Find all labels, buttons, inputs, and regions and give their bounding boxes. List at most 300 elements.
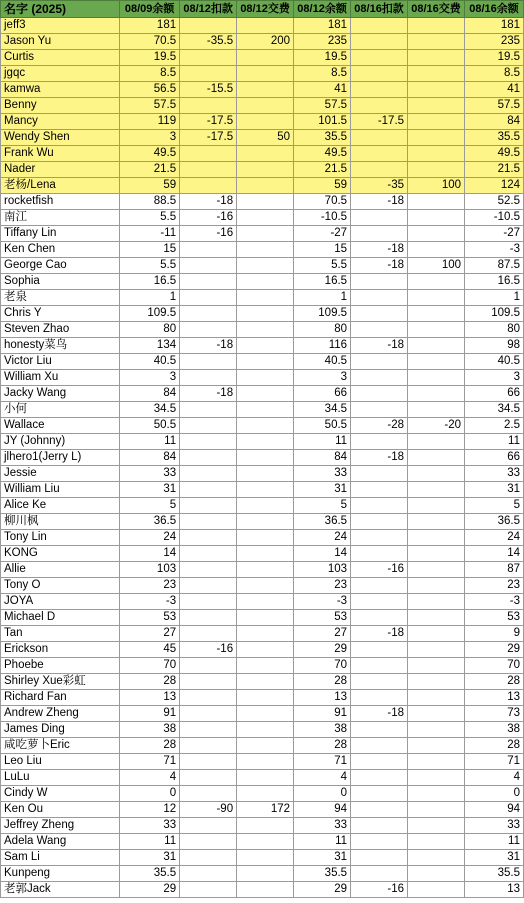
payment-0812-cell[interactable] [237, 322, 294, 338]
balance-0816-cell[interactable]: 70 [465, 658, 524, 674]
balance-0809-cell[interactable]: 36.5 [120, 514, 180, 530]
balance-0812-cell[interactable]: 33 [294, 466, 351, 482]
balance-0809-cell[interactable]: 45 [120, 642, 180, 658]
balance-0816-cell[interactable]: 31 [465, 482, 524, 498]
balance-0816-cell[interactable]: 28 [465, 674, 524, 690]
payment-0816-cell[interactable] [408, 162, 465, 178]
payment-0812-cell[interactable]: 50 [237, 130, 294, 146]
payment-0816-cell[interactable] [408, 738, 465, 754]
balance-0809-cell[interactable]: 28 [120, 738, 180, 754]
payment-0816-cell[interactable]: 100 [408, 258, 465, 274]
payment-0816-cell[interactable] [408, 754, 465, 770]
deduction-0816-cell[interactable] [351, 578, 408, 594]
deduction-0816-cell[interactable] [351, 850, 408, 866]
balance-0812-cell[interactable]: -3 [294, 594, 351, 610]
balance-0816-cell[interactable]: 87.5 [465, 258, 524, 274]
deduction-0812-cell[interactable] [180, 178, 237, 194]
balance-0816-cell[interactable]: 49.5 [465, 146, 524, 162]
balance-0812-cell[interactable]: 11 [294, 834, 351, 850]
deduction-0816-cell[interactable]: -16 [351, 882, 408, 898]
name-cell[interactable]: jgqc [1, 66, 120, 82]
name-cell[interactable]: 老郭Jack [1, 882, 120, 898]
deduction-0812-cell[interactable] [180, 306, 237, 322]
deduction-0812-cell[interactable] [180, 786, 237, 802]
balance-0809-cell[interactable]: 49.5 [120, 146, 180, 162]
balance-0809-cell[interactable]: 11 [120, 434, 180, 450]
payment-0816-cell[interactable] [408, 514, 465, 530]
balance-0816-cell[interactable]: 40.5 [465, 354, 524, 370]
payment-0812-cell[interactable] [237, 482, 294, 498]
balance-0812-cell[interactable]: 19.5 [294, 50, 351, 66]
balance-0816-cell[interactable]: 28 [465, 738, 524, 754]
name-cell[interactable]: Leo Liu [1, 754, 120, 770]
deduction-0812-cell[interactable] [180, 354, 237, 370]
name-cell[interactable]: Ken Chen [1, 242, 120, 258]
payment-0812-cell[interactable] [237, 194, 294, 210]
deduction-0816-cell[interactable] [351, 658, 408, 674]
deduction-0812-cell[interactable] [180, 514, 237, 530]
balance-0809-cell[interactable]: 0 [120, 786, 180, 802]
balance-0816-cell[interactable]: 29 [465, 642, 524, 658]
balance-0812-cell[interactable]: 33 [294, 818, 351, 834]
balance-0809-cell[interactable]: 8.5 [120, 66, 180, 82]
payment-0812-cell[interactable] [237, 674, 294, 690]
payment-0812-cell[interactable] [237, 242, 294, 258]
balance-0809-cell[interactable]: 70 [120, 658, 180, 674]
payment-0816-cell[interactable] [408, 498, 465, 514]
balance-0816-cell[interactable]: -27 [465, 226, 524, 242]
balance-0816-cell[interactable]: 33 [465, 466, 524, 482]
payment-0812-cell[interactable] [237, 786, 294, 802]
payment-0816-cell[interactable] [408, 642, 465, 658]
balance-0809-cell[interactable]: 5 [120, 498, 180, 514]
payment-0812-cell[interactable] [237, 162, 294, 178]
name-cell[interactable]: Curtis [1, 50, 120, 66]
payment-0816-cell[interactable] [408, 658, 465, 674]
deduction-0812-cell[interactable]: -16 [180, 226, 237, 242]
balance-0809-cell[interactable]: 13 [120, 690, 180, 706]
payment-0816-cell[interactable] [408, 290, 465, 306]
balance-0809-cell[interactable]: 33 [120, 818, 180, 834]
balance-0816-cell[interactable]: 8.5 [465, 66, 524, 82]
deduction-0816-cell[interactable] [351, 674, 408, 690]
balance-0812-cell[interactable]: 11 [294, 434, 351, 450]
balance-0809-cell[interactable]: 119 [120, 114, 180, 130]
payment-0812-cell[interactable] [237, 546, 294, 562]
balance-0812-cell[interactable]: 0 [294, 786, 351, 802]
deduction-0812-cell[interactable] [180, 658, 237, 674]
balance-0809-cell[interactable]: 4 [120, 770, 180, 786]
payment-0812-cell[interactable] [237, 258, 294, 274]
balance-0809-cell[interactable]: 59 [120, 178, 180, 194]
balance-0812-cell[interactable]: 80 [294, 322, 351, 338]
balance-0812-cell[interactable]: 71 [294, 754, 351, 770]
deduction-0816-cell[interactable] [351, 818, 408, 834]
deduction-0816-cell[interactable] [351, 50, 408, 66]
payment-0816-cell[interactable] [408, 482, 465, 498]
balance-0816-cell[interactable]: 73 [465, 706, 524, 722]
balance-0816-cell[interactable]: 5 [465, 498, 524, 514]
balance-0812-cell[interactable]: 91 [294, 706, 351, 722]
name-cell[interactable]: Tan [1, 626, 120, 642]
payment-0816-cell[interactable] [408, 306, 465, 322]
name-cell[interactable]: Sophia [1, 274, 120, 290]
balance-0809-cell[interactable]: 103 [120, 562, 180, 578]
deduction-0816-cell[interactable] [351, 770, 408, 786]
deduction-0812-cell[interactable] [180, 706, 237, 722]
name-cell[interactable]: kamwa [1, 82, 120, 98]
balance-0809-cell[interactable]: 15 [120, 242, 180, 258]
deduction-0816-cell[interactable] [351, 322, 408, 338]
payment-0812-cell[interactable] [237, 530, 294, 546]
deduction-0816-cell[interactable] [351, 834, 408, 850]
balance-0816-cell[interactable]: 19.5 [465, 50, 524, 66]
balance-0816-cell[interactable]: 57.5 [465, 98, 524, 114]
deduction-0812-cell[interactable] [180, 162, 237, 178]
deduction-0816-cell[interactable] [351, 18, 408, 34]
payment-0816-cell[interactable] [408, 34, 465, 50]
payment-0816-cell[interactable] [408, 546, 465, 562]
balance-0809-cell[interactable]: 88.5 [120, 194, 180, 210]
payment-0816-cell[interactable] [408, 562, 465, 578]
deduction-0816-cell[interactable] [351, 866, 408, 882]
balance-0812-cell[interactable]: 109.5 [294, 306, 351, 322]
balance-0809-cell[interactable]: 19.5 [120, 50, 180, 66]
name-cell[interactable]: Victor Liu [1, 354, 120, 370]
balance-0812-cell[interactable]: 49.5 [294, 146, 351, 162]
payment-0812-cell[interactable] [237, 370, 294, 386]
deduction-0812-cell[interactable] [180, 98, 237, 114]
deduction-0812-cell[interactable] [180, 818, 237, 834]
payment-0816-cell[interactable] [408, 866, 465, 882]
deduction-0812-cell[interactable] [180, 834, 237, 850]
balance-0809-cell[interactable]: 23 [120, 578, 180, 594]
deduction-0812-cell[interactable]: -16 [180, 642, 237, 658]
balance-0809-cell[interactable]: 84 [120, 386, 180, 402]
balance-0809-cell[interactable]: 53 [120, 610, 180, 626]
balance-0816-cell[interactable]: 71 [465, 754, 524, 770]
balance-0816-cell[interactable]: 16.5 [465, 274, 524, 290]
balance-0816-cell[interactable]: 11 [465, 434, 524, 450]
balance-0812-cell[interactable]: 4 [294, 770, 351, 786]
balance-0816-cell[interactable]: 14 [465, 546, 524, 562]
balance-0809-cell[interactable]: 84 [120, 450, 180, 466]
deduction-0812-cell[interactable] [180, 866, 237, 882]
balance-0812-cell[interactable]: 31 [294, 850, 351, 866]
balance-0809-cell[interactable]: 71 [120, 754, 180, 770]
deduction-0812-cell[interactable]: -17.5 [180, 114, 237, 130]
name-cell[interactable]: Tony Lin [1, 530, 120, 546]
payment-0812-cell[interactable]: 172 [237, 802, 294, 818]
name-cell[interactable]: Benny [1, 98, 120, 114]
name-cell[interactable]: 咸吃萝卜Eric [1, 738, 120, 754]
balance-0816-cell[interactable]: 53 [465, 610, 524, 626]
balance-0809-cell[interactable]: 50.5 [120, 418, 180, 434]
payment-0812-cell[interactable] [237, 98, 294, 114]
deduction-0812-cell[interactable]: -35.5 [180, 34, 237, 50]
balance-0809-cell[interactable]: 5.5 [120, 210, 180, 226]
balance-0812-cell[interactable]: 40.5 [294, 354, 351, 370]
balance-0816-cell[interactable]: 31 [465, 850, 524, 866]
balance-0809-cell[interactable]: 1 [120, 290, 180, 306]
balance-0809-cell[interactable]: 24 [120, 530, 180, 546]
deduction-0812-cell[interactable] [180, 274, 237, 290]
payment-0812-cell[interactable] [237, 450, 294, 466]
balance-0809-cell[interactable]: 21.5 [120, 162, 180, 178]
payment-0816-cell[interactable] [408, 354, 465, 370]
payment-0812-cell[interactable] [237, 818, 294, 834]
deduction-0816-cell[interactable] [351, 386, 408, 402]
balance-0812-cell[interactable]: 70 [294, 658, 351, 674]
deduction-0816-cell[interactable] [351, 754, 408, 770]
balance-0812-cell[interactable]: 29 [294, 642, 351, 658]
deduction-0816-cell[interactable] [351, 290, 408, 306]
deduction-0816-cell[interactable]: -18 [351, 450, 408, 466]
name-cell[interactable]: Adela Wang [1, 834, 120, 850]
balance-0812-cell[interactable]: 101.5 [294, 114, 351, 130]
payment-0816-cell[interactable] [408, 450, 465, 466]
payment-0812-cell[interactable] [237, 658, 294, 674]
deduction-0816-cell[interactable] [351, 802, 408, 818]
deduction-0816-cell[interactable]: -28 [351, 418, 408, 434]
balance-0816-cell[interactable]: -3 [465, 242, 524, 258]
balance-0809-cell[interactable]: 33 [120, 466, 180, 482]
payment-0812-cell[interactable] [237, 882, 294, 898]
payment-0812-cell[interactable] [237, 562, 294, 578]
name-cell[interactable]: Wallace [1, 418, 120, 434]
balance-0812-cell[interactable]: 21.5 [294, 162, 351, 178]
column-header-name[interactable]: 名字 (2025) [1, 1, 120, 18]
payment-0816-cell[interactable] [408, 626, 465, 642]
payment-0812-cell[interactable] [237, 626, 294, 642]
payment-0812-cell[interactable] [237, 594, 294, 610]
name-cell[interactable]: Wendy Shen [1, 130, 120, 146]
deduction-0816-cell[interactable] [351, 306, 408, 322]
deduction-0816-cell[interactable]: -18 [351, 242, 408, 258]
balance-0812-cell[interactable]: -10.5 [294, 210, 351, 226]
payment-0816-cell[interactable] [408, 274, 465, 290]
deduction-0812-cell[interactable]: -18 [180, 386, 237, 402]
name-cell[interactable]: 老杨/Lena [1, 178, 120, 194]
balance-0809-cell[interactable]: -11 [120, 226, 180, 242]
deduction-0816-cell[interactable]: -17.5 [351, 114, 408, 130]
deduction-0816-cell[interactable] [351, 370, 408, 386]
balance-0812-cell[interactable]: 27 [294, 626, 351, 642]
payment-0812-cell[interactable] [237, 306, 294, 322]
balance-0809-cell[interactable]: 34.5 [120, 402, 180, 418]
payment-0812-cell[interactable] [237, 514, 294, 530]
balance-0812-cell[interactable]: 66 [294, 386, 351, 402]
name-cell[interactable]: Tiffany Lin [1, 226, 120, 242]
balance-0812-cell[interactable]: 1 [294, 290, 351, 306]
deduction-0816-cell[interactable]: -18 [351, 258, 408, 274]
balance-0816-cell[interactable]: 52.5 [465, 194, 524, 210]
balance-0812-cell[interactable]: 24 [294, 530, 351, 546]
balance-0809-cell[interactable]: 38 [120, 722, 180, 738]
balance-0816-cell[interactable]: 41 [465, 82, 524, 98]
name-cell[interactable]: 柳川枫 [1, 514, 120, 530]
name-cell[interactable]: Michael D [1, 610, 120, 626]
balance-0816-cell[interactable]: 4 [465, 770, 524, 786]
payment-0816-cell[interactable] [408, 338, 465, 354]
deduction-0812-cell[interactable] [180, 722, 237, 738]
deduction-0816-cell[interactable]: -18 [351, 626, 408, 642]
balance-0809-cell[interactable]: 35.5 [120, 866, 180, 882]
deduction-0816-cell[interactable] [351, 162, 408, 178]
deduction-0812-cell[interactable] [180, 626, 237, 642]
payment-0816-cell[interactable] [408, 18, 465, 34]
deduction-0816-cell[interactable] [351, 738, 408, 754]
payment-0812-cell[interactable] [237, 210, 294, 226]
deduction-0816-cell[interactable] [351, 146, 408, 162]
payment-0816-cell[interactable] [408, 114, 465, 130]
deduction-0812-cell[interactable] [180, 610, 237, 626]
balance-0816-cell[interactable]: 66 [465, 450, 524, 466]
balance-0809-cell[interactable]: 14 [120, 546, 180, 562]
balance-0816-cell[interactable]: 94 [465, 802, 524, 818]
name-cell[interactable]: Nader [1, 162, 120, 178]
column-header-0812-balance[interactable]: 08/12余额 [294, 1, 351, 18]
balance-0812-cell[interactable]: 29 [294, 882, 351, 898]
payment-0812-cell[interactable] [237, 610, 294, 626]
balance-0812-cell[interactable]: 16.5 [294, 274, 351, 290]
payment-0816-cell[interactable] [408, 98, 465, 114]
payment-0812-cell[interactable] [237, 274, 294, 290]
column-header-0812-deduction[interactable]: 08/12扣款 [180, 1, 237, 18]
balance-0812-cell[interactable]: 38 [294, 722, 351, 738]
deduction-0816-cell[interactable] [351, 34, 408, 50]
deduction-0816-cell[interactable] [351, 498, 408, 514]
deduction-0812-cell[interactable] [180, 18, 237, 34]
name-cell[interactable]: Frank Wu [1, 146, 120, 162]
name-cell[interactable]: Andrew Zheng [1, 706, 120, 722]
balance-0812-cell[interactable]: 34.5 [294, 402, 351, 418]
balance-0809-cell[interactable]: 57.5 [120, 98, 180, 114]
payment-0812-cell[interactable] [237, 722, 294, 738]
name-cell[interactable]: Chris Y [1, 306, 120, 322]
balance-0816-cell[interactable]: 3 [465, 370, 524, 386]
deduction-0812-cell[interactable] [180, 738, 237, 754]
balance-0816-cell[interactable]: 87 [465, 562, 524, 578]
name-cell[interactable]: William Liu [1, 482, 120, 498]
payment-0816-cell[interactable] [408, 402, 465, 418]
deduction-0812-cell[interactable] [180, 50, 237, 66]
payment-0816-cell[interactable] [408, 242, 465, 258]
balance-0816-cell[interactable]: 124 [465, 178, 524, 194]
balance-0816-cell[interactable]: 35.5 [465, 130, 524, 146]
balance-0812-cell[interactable]: 15 [294, 242, 351, 258]
balance-0812-cell[interactable]: 84 [294, 450, 351, 466]
name-cell[interactable]: Cindy W [1, 786, 120, 802]
name-cell[interactable]: Jessie [1, 466, 120, 482]
deduction-0812-cell[interactable] [180, 258, 237, 274]
balance-0816-cell[interactable]: 181 [465, 18, 524, 34]
balance-0816-cell[interactable]: 23 [465, 578, 524, 594]
payment-0812-cell[interactable] [237, 82, 294, 98]
name-cell[interactable]: jeff3 [1, 18, 120, 34]
payment-0812-cell[interactable] [237, 146, 294, 162]
name-cell[interactable]: Jacky Wang [1, 386, 120, 402]
payment-0816-cell[interactable] [408, 82, 465, 98]
deduction-0812-cell[interactable] [180, 418, 237, 434]
payment-0812-cell[interactable] [237, 354, 294, 370]
payment-0812-cell[interactable] [237, 498, 294, 514]
balance-0809-cell[interactable]: 12 [120, 802, 180, 818]
deduction-0812-cell[interactable] [180, 466, 237, 482]
payment-0812-cell[interactable] [237, 386, 294, 402]
payment-0816-cell[interactable] [408, 834, 465, 850]
payment-0816-cell[interactable] [408, 882, 465, 898]
payment-0816-cell[interactable] [408, 66, 465, 82]
balance-0812-cell[interactable]: 181 [294, 18, 351, 34]
name-cell[interactable]: LuLu [1, 770, 120, 786]
payment-0812-cell[interactable] [237, 50, 294, 66]
name-cell[interactable]: Mancy [1, 114, 120, 130]
payment-0812-cell[interactable] [237, 18, 294, 34]
deduction-0816-cell[interactable] [351, 210, 408, 226]
name-cell[interactable]: Jeffrey Zheng [1, 818, 120, 834]
balance-0816-cell[interactable]: 13 [465, 882, 524, 898]
payment-0816-cell[interactable] [408, 786, 465, 802]
balance-0812-cell[interactable]: 3 [294, 370, 351, 386]
payment-0816-cell[interactable] [408, 850, 465, 866]
column-header-0812-payment[interactable]: 08/12交费 [237, 1, 294, 18]
payment-0816-cell[interactable] [408, 578, 465, 594]
name-cell[interactable]: Sam Li [1, 850, 120, 866]
deduction-0812-cell[interactable]: -17.5 [180, 130, 237, 146]
payment-0812-cell[interactable] [237, 290, 294, 306]
balance-0812-cell[interactable]: 13 [294, 690, 351, 706]
deduction-0816-cell[interactable]: -35 [351, 178, 408, 194]
balance-0812-cell[interactable]: 35.5 [294, 866, 351, 882]
column-header-0809-balance[interactable]: 08/09余额 [120, 1, 180, 18]
deduction-0812-cell[interactable]: -16 [180, 210, 237, 226]
payment-0812-cell[interactable] [237, 66, 294, 82]
balance-0816-cell[interactable]: 21.5 [465, 162, 524, 178]
balance-0816-cell[interactable]: 1 [465, 290, 524, 306]
payment-0816-cell[interactable] [408, 594, 465, 610]
balance-0816-cell[interactable]: 9 [465, 626, 524, 642]
deduction-0812-cell[interactable] [180, 402, 237, 418]
deduction-0816-cell[interactable] [351, 722, 408, 738]
column-header-0816-payment[interactable]: 08/16交费 [408, 1, 465, 18]
balance-0816-cell[interactable]: 235 [465, 34, 524, 50]
payment-0812-cell[interactable] [237, 690, 294, 706]
deduction-0812-cell[interactable] [180, 546, 237, 562]
payment-0816-cell[interactable] [408, 210, 465, 226]
name-cell[interactable]: KONG [1, 546, 120, 562]
payment-0816-cell[interactable] [408, 50, 465, 66]
balance-0812-cell[interactable]: 41 [294, 82, 351, 98]
balance-0809-cell[interactable]: 16.5 [120, 274, 180, 290]
deduction-0816-cell[interactable] [351, 130, 408, 146]
deduction-0816-cell[interactable] [351, 482, 408, 498]
payment-0816-cell[interactable] [408, 530, 465, 546]
balance-0809-cell[interactable]: 29 [120, 882, 180, 898]
deduction-0816-cell[interactable] [351, 82, 408, 98]
balance-0809-cell[interactable]: 91 [120, 706, 180, 722]
payment-0812-cell[interactable] [237, 850, 294, 866]
balance-0809-cell[interactable]: 27 [120, 626, 180, 642]
name-cell[interactable]: 小何 [1, 402, 120, 418]
payment-0816-cell[interactable] [408, 370, 465, 386]
deduction-0816-cell[interactable] [351, 466, 408, 482]
deduction-0812-cell[interactable] [180, 530, 237, 546]
deduction-0816-cell[interactable] [351, 642, 408, 658]
deduction-0812-cell[interactable]: -15.5 [180, 82, 237, 98]
name-cell[interactable]: Ken Ou [1, 802, 120, 818]
deduction-0812-cell[interactable] [180, 146, 237, 162]
